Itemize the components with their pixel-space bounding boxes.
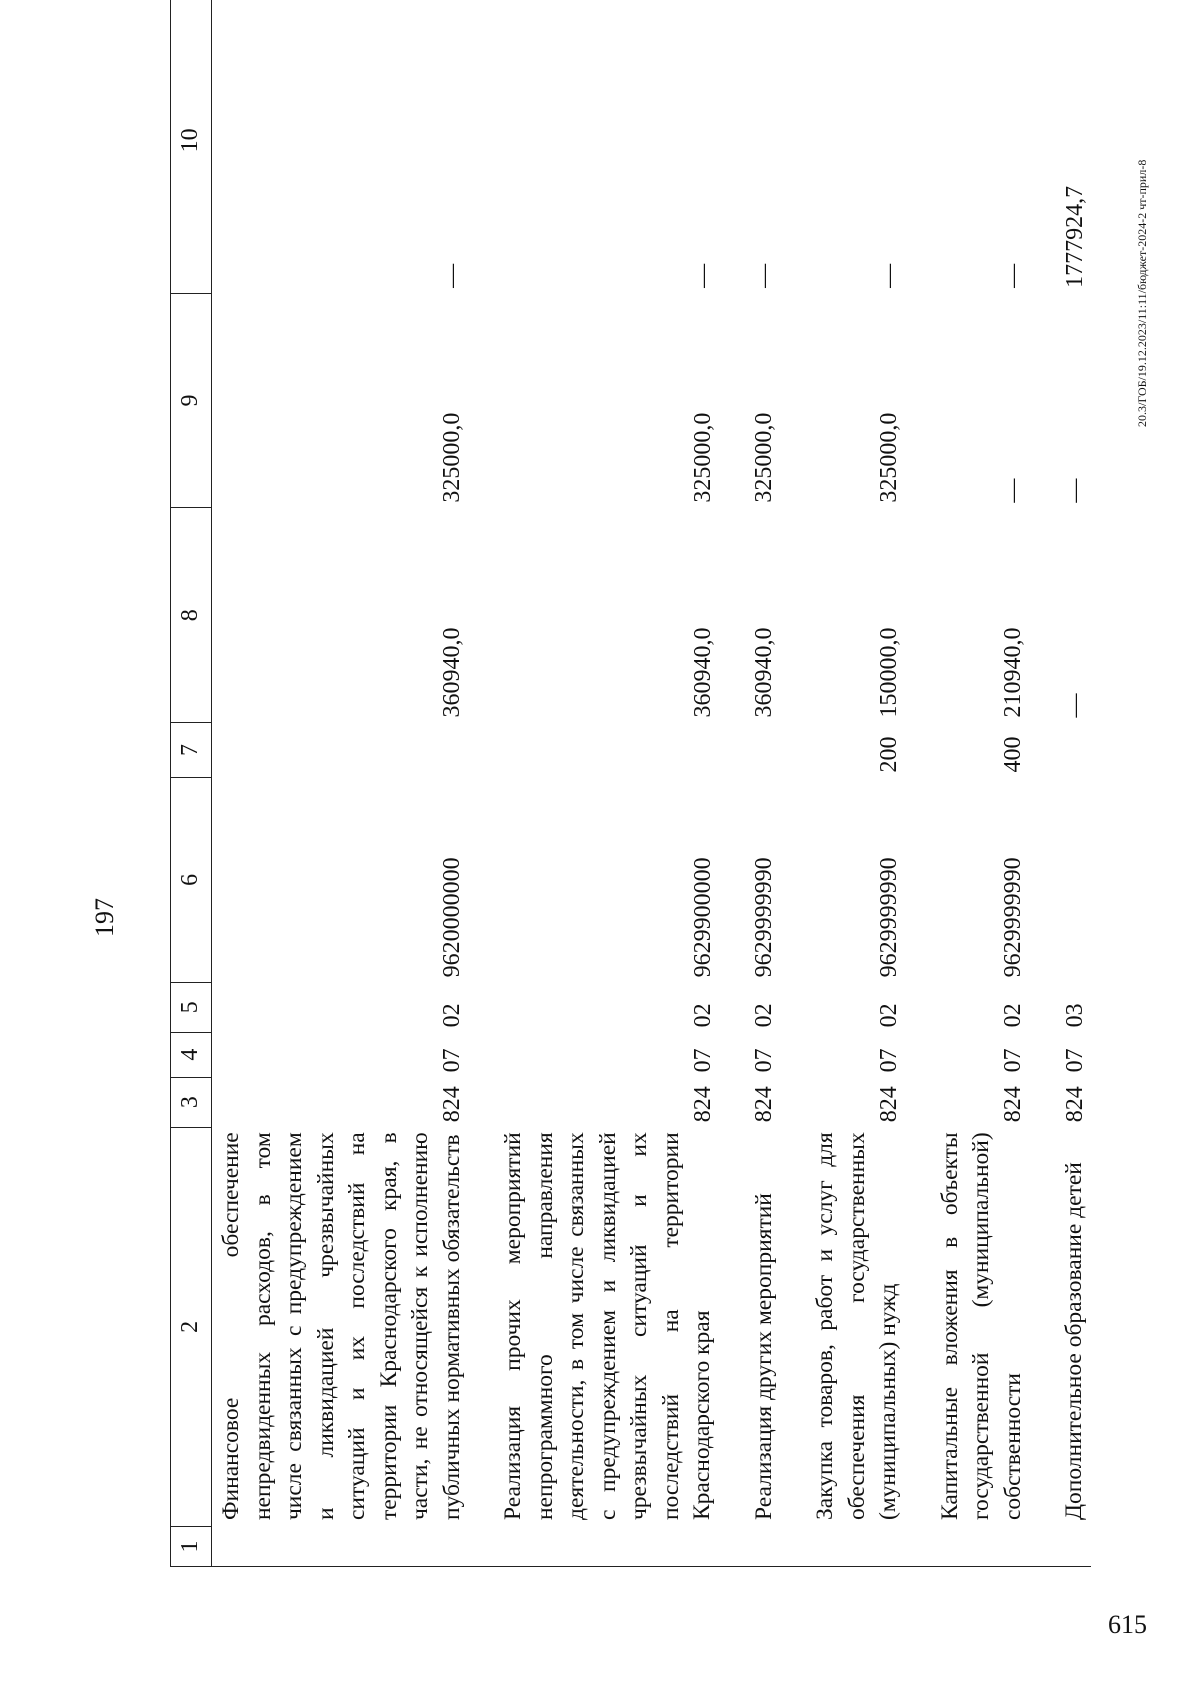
cell-c10: — [1000,263,1026,288]
table-row [806,0,905,1567]
cell-c9: 325000,0 [751,412,777,503]
header-col-1: 1 [171,1526,211,1566]
cell-c3: 824 [751,1086,777,1123]
table-row [745,0,781,1567]
cell-c5: 02 [751,1003,777,1028]
cell-c5: 02 [689,1003,716,1028]
row-description: Капитальные вложения в объекты государственной (муниципальной) собственности [936,1132,1026,1521]
cell-c3: 824 [1061,1086,1088,1123]
cell-c6: 9620000000 [439,857,465,978]
cell-c6: 9629999990 [1000,857,1026,978]
header-col-2: 2 [171,1127,211,1526]
cell-c9: 325000,0 [875,412,902,503]
cell-c4: 07 [439,1048,465,1073]
cell-c6: 9629999990 [875,857,902,978]
cell-c8: 210940,0 [1000,627,1026,718]
header-col-4: 4 [171,1032,211,1077]
cell-c10: — [751,263,777,288]
header-col-6: 6 [171,777,211,982]
cell-c10: — [875,263,902,288]
cell-c9: 325000,0 [689,412,716,503]
cell-c3: 824 [1000,1086,1026,1123]
cell-c5: 02 [1000,1003,1026,1028]
table-row [931,0,1030,1567]
table-row [1055,0,1091,1567]
cell-c9: 325000,0 [439,412,465,503]
row-description: Закупка товаров, работ и услуг для обеспечения государственных (муниципальных) нужд [812,1132,901,1521]
page-number: 615 [1108,1610,1147,1639]
cell-c3: 824 [689,1086,716,1123]
cell-c4: 07 [1061,1048,1088,1073]
table-row [494,0,719,1567]
cell-c9: — [1000,478,1026,503]
row-description: Реализация прочих мероприятий непрограммного направления деятельности, в том числе связанных с предупреждением и ликвидацией чрезвычайных ситуаций и их последствий на территории Краснодарского края [500,1132,715,1521]
cell-c8: — [1061,693,1088,718]
cell-c4: 07 [1000,1048,1026,1073]
cell-c3: 824 [439,1086,465,1123]
cell-c5: 02 [875,1003,902,1028]
table-row [212,0,468,1567]
cell-c7: 200 [875,736,902,773]
cell-c4: 07 [689,1048,716,1073]
cell-c6: 9629999990 [751,857,777,978]
row-description: Реализация других мероприятий [750,1193,777,1521]
footer-code: 20.3/ГОБ/19.12.2023/11:11/бюджет-2024-2 чт-прил-8 [1135,159,1149,427]
cell-c3: 824 [875,1086,902,1123]
cell-c8: 360940,0 [751,627,777,718]
cell-c5: 03 [1061,1003,1088,1028]
header-col-5: 5 [171,982,211,1032]
page-title: 197 [90,898,119,937]
header-col-10: 10 [177,128,203,153]
table-header-row [170,0,212,1567]
header-col-3: 3 [171,1077,211,1127]
cell-c10: — [689,263,716,288]
cell-c4: 07 [875,1048,902,1073]
header-col-9: 9 [171,293,211,508]
cell-c5: 02 [439,1003,465,1028]
cell-c7: 400 [1000,736,1026,773]
cell-c8: 150000,0 [875,627,902,718]
row-description: Финансовое обеспечение непредвиденных расходов, в том числе связанных с предупреждением и ликвидацией чрезвычайных ситуаций и их последствий на территории Краснодарского края, в части, не относящейся к исполнению публичных нормативных обязательств [218,1132,465,1521]
row-description: Дополнительное образование детей [1061,1162,1087,1521]
cell-c9: — [1061,478,1088,503]
header-col-7: 7 [171,722,211,777]
cell-c8: 360940,0 [689,627,716,718]
cell-c10: — [439,263,465,288]
budget-table [170,0,1091,1567]
cell-c10: 1777924,7 [1061,185,1088,288]
header-col-8: 8 [171,507,211,722]
cell-c4: 07 [751,1048,777,1073]
cell-c6: 9629900000 [689,857,716,978]
cell-c8: 360940,0 [439,627,465,718]
